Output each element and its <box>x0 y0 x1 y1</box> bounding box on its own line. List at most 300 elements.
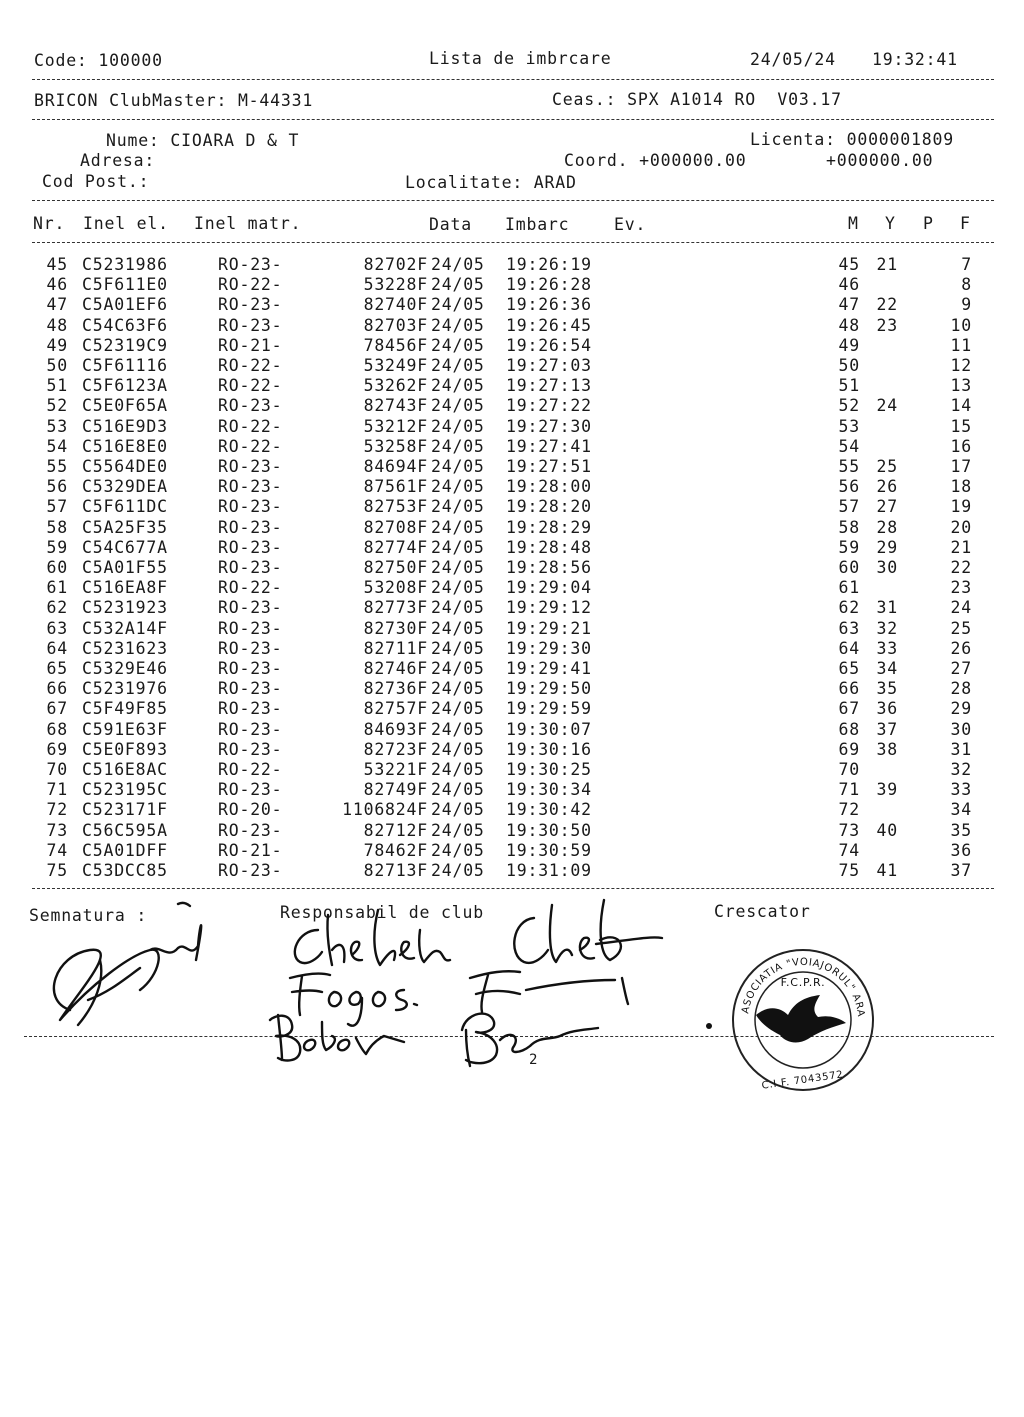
row-f: 16 <box>950 436 972 456</box>
row-inel-prefix: RO-22- <box>218 376 283 396</box>
row-f: 35 <box>950 820 972 840</box>
row-inel-number: 82702F <box>363 255 428 274</box>
owner-address: Adresa: <box>80 151 156 170</box>
row-inel-el: C5329E46 <box>82 659 168 678</box>
code-label: Code: 100000 <box>34 51 163 70</box>
row-inel-prefix: RO-23- <box>218 739 283 759</box>
owner-name: Nume: CIOARA D & T <box>106 131 300 150</box>
row-nr: 70 <box>46 760 68 779</box>
row-nr: 74 <box>46 840 68 860</box>
row-inel-prefix: RO-22- <box>218 275 283 295</box>
row-date: 24/05 <box>431 578 485 598</box>
row-m: 49 <box>838 335 860 355</box>
row-date: 24/05 <box>431 477 485 497</box>
row-m: 58 <box>838 517 860 537</box>
row-f: 12 <box>950 356 972 375</box>
row-nr: 57 <box>46 497 68 517</box>
row-time: 19:30:25 <box>506 760 592 779</box>
locality: Localitate: ARAD <box>405 173 577 192</box>
row-inel-number: 78456F <box>363 335 428 355</box>
row-time: 19:30:16 <box>506 739 592 759</box>
row-nr: 67 <box>46 699 68 719</box>
col-imbarc: Imbarc <box>505 215 570 234</box>
row-inel-el: C5F611DC <box>82 497 168 517</box>
row-f: 28 <box>950 679 972 699</box>
row-m: 52 <box>838 396 860 416</box>
row-date: 24/05 <box>431 436 485 456</box>
row-inel-el: C516E8E0 <box>82 436 168 456</box>
row-inel-el: C532A14F <box>82 618 168 638</box>
row-inel-el: C523171F <box>82 800 168 820</box>
row-date: 24/05 <box>431 719 485 739</box>
row-nr: 71 <box>46 780 68 800</box>
row-f: 13 <box>950 376 972 396</box>
row-inel-el: C56C595A <box>82 820 168 840</box>
row-inel-number: 82753F <box>363 497 428 517</box>
row-m: 70 <box>838 760 860 779</box>
document-title: Lista de imbrcare <box>429 49 612 68</box>
row-inel-prefix: RO-23- <box>218 780 283 800</box>
row-f: 9 <box>961 295 972 315</box>
coordinates-y: +000000.00 <box>826 151 934 170</box>
row-nr: 52 <box>46 396 68 416</box>
row-y: 26 <box>876 477 898 497</box>
row-date: 24/05 <box>431 376 485 396</box>
row-nr: 68 <box>46 719 68 739</box>
dot-mark <box>704 1021 714 1031</box>
row-f: 17 <box>950 457 972 476</box>
row-inel-number: 78462F <box>363 840 428 860</box>
row-inel-el: C516E9D3 <box>82 416 168 436</box>
row-date: 24/05 <box>431 497 485 517</box>
row-date: 24/05 <box>431 861 485 880</box>
row-nr: 58 <box>46 517 68 537</box>
row-date: 24/05 <box>431 537 485 557</box>
row-inel-prefix: RO-23- <box>218 537 283 557</box>
row-date: 24/05 <box>431 840 485 860</box>
row-nr: 45 <box>46 255 68 274</box>
club-responsible-label: Responsabil de club <box>280 903 484 922</box>
row-nr: 75 <box>46 861 68 880</box>
row-time: 19:29:41 <box>506 659 592 678</box>
row-nr: 56 <box>46 477 68 497</box>
row-inel-number: 82774F <box>363 537 428 557</box>
clock-label: Ceas.: SPX A1014 RO V03.17 <box>552 90 842 109</box>
row-f: 34 <box>950 800 972 820</box>
row-f: 19 <box>950 497 972 517</box>
row-inel-el: C5A01F55 <box>82 558 168 577</box>
print-date: 24/05/24 <box>750 50 836 69</box>
row-f: 18 <box>950 477 972 497</box>
row-date: 24/05 <box>431 820 485 840</box>
row-f: 37 <box>950 861 972 880</box>
row-inel-prefix: RO-21- <box>218 335 283 355</box>
row-f: 7 <box>961 255 972 274</box>
row-y: 34 <box>876 659 898 678</box>
row-date: 24/05 <box>431 558 485 577</box>
row-inel-el: C5A25F35 <box>82 517 168 537</box>
row-m: 60 <box>838 558 860 577</box>
row-inel-el: C591E63F <box>82 719 168 739</box>
row-inel-number: 87561F <box>363 477 428 497</box>
stamp-top-text: ASOCIATIA "VOIAJORUL" ARAD <box>723 937 867 1018</box>
row-inel-el: C5329DEA <box>82 477 168 497</box>
row-time: 19:26:28 <box>506 275 592 295</box>
row-nr: 65 <box>46 659 68 678</box>
row-time: 19:31:09 <box>506 861 592 880</box>
row-y: 21 <box>876 255 898 274</box>
row-inel-number: 82723F <box>363 739 428 759</box>
row-y: 35 <box>876 679 898 699</box>
row-inel-prefix: RO-23- <box>218 699 283 719</box>
row-nr: 62 <box>46 598 68 618</box>
row-date: 24/05 <box>431 800 485 820</box>
row-nr: 60 <box>46 558 68 577</box>
row-nr: 73 <box>46 820 68 840</box>
row-inel-prefix: RO-22- <box>218 578 283 598</box>
row-m: 72 <box>838 800 860 820</box>
row-y: 36 <box>876 699 898 719</box>
row-inel-el: C5564DE0 <box>82 457 168 476</box>
row-m: 59 <box>838 537 860 557</box>
col-f: F <box>960 214 971 233</box>
row-m: 48 <box>838 315 860 335</box>
row-inel-el: C5231976 <box>82 679 168 699</box>
row-inel-el: C5F49F85 <box>82 699 168 719</box>
row-inel-number: 82750F <box>363 558 428 577</box>
row-f: 15 <box>950 416 972 436</box>
row-m: 57 <box>838 497 860 517</box>
row-time: 19:27:41 <box>506 436 592 456</box>
row-inel-number: 82740F <box>363 295 428 315</box>
row-date: 24/05 <box>431 517 485 537</box>
row-inel-prefix: RO-22- <box>218 356 283 375</box>
row-y: 29 <box>876 537 898 557</box>
system-label: BRICON ClubMaster: M-44331 <box>34 91 314 110</box>
row-m: 47 <box>838 295 860 315</box>
row-time: 19:29:21 <box>506 618 592 638</box>
row-f: 33 <box>950 780 972 800</box>
row-time: 19:27:51 <box>506 457 592 476</box>
row-y: 41 <box>876 861 898 880</box>
row-inel-prefix: RO-22- <box>218 436 283 456</box>
row-nr: 63 <box>46 618 68 638</box>
row-y: 39 <box>876 780 898 800</box>
row-inel-number: 84694F <box>363 457 428 476</box>
row-nr: 59 <box>46 537 68 557</box>
row-date: 24/05 <box>431 396 485 416</box>
row-y: 25 <box>876 457 898 476</box>
row-inel-number: 82711F <box>363 638 428 658</box>
row-inel-el: C53DCC85 <box>82 861 168 880</box>
row-nr: 72 <box>46 800 68 820</box>
row-date: 24/05 <box>431 618 485 638</box>
row-time: 19:26:45 <box>506 315 592 335</box>
row-date: 24/05 <box>431 780 485 800</box>
row-nr: 66 <box>46 679 68 699</box>
row-m: 55 <box>838 457 860 476</box>
row-nr: 53 <box>46 416 68 436</box>
coordinates-x: Coord. +000000.00 <box>564 151 747 170</box>
row-inel-number: 82743F <box>363 396 428 416</box>
row-inel-prefix: RO-23- <box>218 598 283 618</box>
row-f: 36 <box>950 840 972 860</box>
row-nr: 64 <box>46 638 68 658</box>
license-number: Licenta: 0000001809 <box>750 130 954 149</box>
print-time: 19:32:41 <box>872 50 958 69</box>
row-inel-prefix: RO-23- <box>218 861 283 880</box>
stamp-mid-text: F.C.P.R. <box>780 976 826 989</box>
row-time: 19:30:07 <box>506 719 592 739</box>
row-time: 19:26:54 <box>506 335 592 355</box>
row-m: 65 <box>838 659 860 678</box>
row-f: 31 <box>950 739 972 759</box>
row-y: 28 <box>876 517 898 537</box>
row-inel-prefix: RO-23- <box>218 497 283 517</box>
row-nr: 46 <box>46 275 68 295</box>
row-time: 19:29:04 <box>506 578 592 598</box>
row-m: 51 <box>838 376 860 396</box>
row-m: 56 <box>838 477 860 497</box>
row-inel-el: C516EA8F <box>82 578 168 598</box>
row-time: 19:27:03 <box>506 356 592 375</box>
row-inel-prefix: RO-23- <box>218 558 283 577</box>
row-inel-number: 53249F <box>363 356 428 375</box>
row-inel-el: C5F6123A <box>82 376 168 396</box>
row-date: 24/05 <box>431 315 485 335</box>
row-inel-number: 82736F <box>363 679 428 699</box>
col-ev: Ev. <box>614 215 647 234</box>
row-inel-el: C54C677A <box>82 537 168 557</box>
row-f: 8 <box>961 275 972 295</box>
row-inel-number: 53212F <box>363 416 428 436</box>
row-time: 19:29:59 <box>506 699 592 719</box>
row-m: 61 <box>838 578 860 598</box>
row-f: 22 <box>950 558 972 577</box>
row-y: 38 <box>876 739 898 759</box>
row-m: 66 <box>838 679 860 699</box>
row-inel-number: 53221F <box>363 760 428 779</box>
row-time: 19:29:12 <box>506 598 592 618</box>
row-f: 30 <box>950 719 972 739</box>
row-date: 24/05 <box>431 659 485 678</box>
row-m: 50 <box>838 356 860 375</box>
row-nr: 47 <box>46 295 68 315</box>
row-nr: 69 <box>46 739 68 759</box>
row-inel-prefix: RO-23- <box>218 517 283 537</box>
breeder-label: Crescator <box>714 902 811 921</box>
row-time: 19:29:50 <box>506 679 592 699</box>
row-nr: 61 <box>46 578 68 598</box>
row-f: 21 <box>950 537 972 557</box>
row-inel-el: C5A01EF6 <box>82 295 168 315</box>
row-inel-prefix: RO-22- <box>218 760 283 779</box>
row-y: 24 <box>876 396 898 416</box>
col-y: Y <box>885 214 896 233</box>
row-time: 19:27:30 <box>506 416 592 436</box>
row-inel-number: 84693F <box>363 719 428 739</box>
row-f: 27 <box>950 659 972 678</box>
row-time: 19:26:19 <box>506 255 592 274</box>
row-inel-prefix: RO-23- <box>218 638 283 658</box>
row-m: 63 <box>838 618 860 638</box>
row-time: 19:28:48 <box>506 537 592 557</box>
row-time: 19:27:22 <box>506 396 592 416</box>
row-time: 19:26:36 <box>506 295 592 315</box>
row-inel-prefix: RO-23- <box>218 255 283 274</box>
row-inel-number: 1106824F <box>342 800 428 820</box>
row-f: 29 <box>950 699 972 719</box>
row-m: 74 <box>838 840 860 860</box>
row-time: 19:28:29 <box>506 517 592 537</box>
row-nr: 48 <box>46 315 68 335</box>
row-date: 24/05 <box>431 598 485 618</box>
row-inel-prefix: RO-23- <box>218 396 283 416</box>
row-inel-prefix: RO-23- <box>218 315 283 335</box>
row-inel-prefix: RO-23- <box>218 457 283 476</box>
row-time: 19:30:42 <box>506 800 592 820</box>
row-f: 26 <box>950 638 972 658</box>
row-inel-number: 53262F <box>363 376 428 396</box>
row-nr: 51 <box>46 376 68 396</box>
postal-code: Cod Post.: <box>42 172 150 191</box>
row-m: 62 <box>838 598 860 618</box>
row-m: 64 <box>838 638 860 658</box>
row-inel-el: C5A01DFF <box>82 840 168 860</box>
row-inel-el: C5F611E0 <box>82 275 168 295</box>
row-f: 32 <box>950 760 972 779</box>
row-inel-number: 82730F <box>363 618 428 638</box>
row-y: 33 <box>876 638 898 658</box>
row-date: 24/05 <box>431 255 485 274</box>
row-inel-el: C54C63F6 <box>82 315 168 335</box>
row-inel-number: 82713F <box>363 861 428 880</box>
row-inel-el: C5E0F893 <box>82 739 168 759</box>
row-inel-prefix: RO-20- <box>218 800 283 820</box>
signature-label: Semnatura : <box>29 906 148 925</box>
row-m: 67 <box>838 699 860 719</box>
row-y: 30 <box>876 558 898 577</box>
row-inel-el: C516E8AC <box>82 760 168 779</box>
col-nr: Nr. <box>33 214 66 233</box>
row-f: 25 <box>950 618 972 638</box>
association-stamp <box>723 937 878 1095</box>
row-time: 19:28:56 <box>506 558 592 577</box>
row-m: 68 <box>838 719 860 739</box>
row-time: 19:28:00 <box>506 477 592 497</box>
col-inel-el: Inel el. <box>83 214 169 233</box>
row-inel-el: C523195C <box>82 780 168 800</box>
row-m: 69 <box>838 739 860 759</box>
row-nr: 54 <box>46 436 68 456</box>
row-m: 75 <box>838 861 860 880</box>
row-inel-prefix: RO-23- <box>218 679 283 699</box>
row-inel-prefix: RO-23- <box>218 295 283 315</box>
row-time: 19:30:50 <box>506 820 592 840</box>
row-inel-prefix: RO-23- <box>218 820 283 840</box>
row-date: 24/05 <box>431 335 485 355</box>
row-f: 10 <box>950 315 972 335</box>
row-y: 23 <box>876 315 898 335</box>
page-number: 2 <box>529 1052 539 1068</box>
row-f: 23 <box>950 578 972 598</box>
row-m: 73 <box>838 820 860 840</box>
row-date: 24/05 <box>431 457 485 476</box>
row-y: 27 <box>876 497 898 517</box>
row-time: 19:29:30 <box>506 638 592 658</box>
row-inel-prefix: RO-21- <box>218 840 283 860</box>
row-f: 14 <box>950 396 972 416</box>
row-date: 24/05 <box>431 638 485 658</box>
col-inel-matr: Inel matr. <box>194 214 302 233</box>
row-date: 24/05 <box>431 356 485 375</box>
row-nr: 49 <box>46 335 68 355</box>
row-inel-el: C52319C9 <box>82 335 168 355</box>
row-date: 24/05 <box>431 416 485 436</box>
row-nr: 55 <box>46 457 68 476</box>
row-m: 71 <box>838 780 860 800</box>
row-inel-el: C5231623 <box>82 638 168 658</box>
row-m: 45 <box>838 255 860 274</box>
col-m: M <box>848 214 859 233</box>
row-inel-number: 53228F <box>363 275 428 295</box>
row-y: 31 <box>876 598 898 618</box>
row-inel-number: 53208F <box>363 578 428 598</box>
row-y: 40 <box>876 820 898 840</box>
row-m: 46 <box>838 275 860 295</box>
row-date: 24/05 <box>431 699 485 719</box>
row-y: 32 <box>876 618 898 638</box>
row-inel-number: 82712F <box>363 820 428 840</box>
row-f: 24 <box>950 598 972 618</box>
col-data: Data <box>429 215 472 234</box>
row-inel-number: 82746F <box>363 659 428 678</box>
row-m: 54 <box>838 436 860 456</box>
row-time: 19:30:59 <box>506 840 592 860</box>
row-inel-prefix: RO-23- <box>218 719 283 739</box>
row-inel-number: 53258F <box>363 436 428 456</box>
row-date: 24/05 <box>431 760 485 779</box>
row-inel-number: 82749F <box>363 780 428 800</box>
row-inel-number: 82757F <box>363 699 428 719</box>
row-date: 24/05 <box>431 275 485 295</box>
row-y: 37 <box>876 719 898 739</box>
row-date: 24/05 <box>431 679 485 699</box>
row-f: 20 <box>950 517 972 537</box>
row-inel-prefix: RO-23- <box>218 477 283 497</box>
row-y: 22 <box>876 295 898 315</box>
row-inel-prefix: RO-22- <box>218 416 283 436</box>
row-inel-number: 82703F <box>363 315 428 335</box>
row-time: 19:28:20 <box>506 497 592 517</box>
row-time: 19:27:13 <box>506 376 592 396</box>
row-date: 24/05 <box>431 739 485 759</box>
row-inel-el: C5231986 <box>82 255 168 274</box>
row-inel-prefix: RO-23- <box>218 659 283 678</box>
row-inel-el: C5F61116 <box>82 356 168 375</box>
row-inel-number: 82708F <box>363 517 428 537</box>
row-date: 24/05 <box>431 295 485 315</box>
row-inel-number: 82773F <box>363 598 428 618</box>
row-inel-el: C5E0F65A <box>82 396 168 416</box>
row-nr: 50 <box>46 356 68 375</box>
row-time: 19:30:34 <box>506 780 592 800</box>
row-f: 11 <box>950 335 972 355</box>
stamp-bottom-text: C.I.F. 7043572 <box>761 1069 845 1092</box>
row-inel-el: C5231923 <box>82 598 168 618</box>
row-inel-prefix: RO-23- <box>218 618 283 638</box>
row-m: 53 <box>838 416 860 436</box>
